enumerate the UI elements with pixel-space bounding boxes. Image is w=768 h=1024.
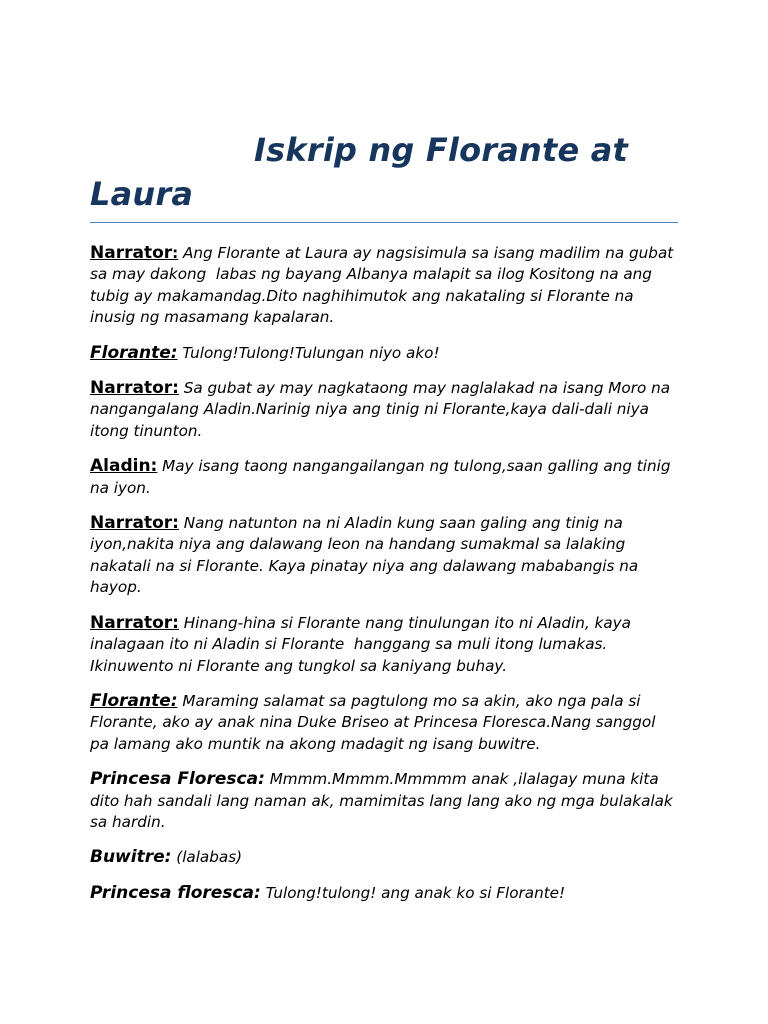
speaker-label: Florante:	[90, 690, 178, 711]
script-paragraph	[90, 883, 678, 904]
dialogue-text: Tulong!tulong! ang anak ko si Florante!	[260, 883, 566, 902]
script-paragraph	[90, 691, 678, 755]
speaker-label: Narrator	[90, 243, 173, 263]
speaker-label: Narrator:	[90, 513, 179, 534]
script-paragraph	[90, 243, 678, 329]
dialogue-text: Maraming salamat sa pagtulong mo sa akin, ako nga pala si Florante, ako ay anak nina Duke Briseo at Princesa Floresca.Nang sanggol pa lamang ako muntik na akong madagit ng isang buwitre.	[90, 691, 661, 753]
script-paragraph	[90, 378, 678, 442]
document-page	[90, 128, 678, 918]
document-title: Iskrip ng Florante at Laura	[90, 128, 678, 223]
dialogue-text: Nang natunton na ni Aladin kung saan galing ang tinig na iyon,nakita niya ang dalawang leon na handang sumakmal sa lalaking nakatali na si Florante. Kaya pinatay niya ang dalawang mababangis na hayop.	[90, 514, 644, 597]
script-paragraph	[90, 513, 678, 599]
script-paragraph	[90, 456, 678, 499]
script-paragraph	[90, 613, 678, 677]
speaker-label: Princesa floresca:	[90, 882, 261, 903]
dialogue-text: Tulong!Tulong!Tulungan niyo ako!	[177, 343, 440, 362]
dialogue-text: Sa gubat ay may nagkataong may naglalakad na isang Moro na nangangalang Aladin.Narinig niya ang tinig ni Florante,kaya dali-dali niya itong tinunton.	[90, 379, 675, 440]
speaker-label: Buwitre:	[90, 847, 172, 868]
speaker-label: Aladin:	[90, 456, 158, 477]
script-paragraph	[90, 343, 678, 364]
dialogue-text: Ang Florante at Laura ay nagsisimula sa isang madilim na gubat sa may dakong labas ng bayang Albanya malapit sa ilog Kositong na ang tubig ay makamandag.Dito naghihimutok ang nakataling si Florante na inusig ng masamang kapalaran.	[90, 244, 679, 327]
speaker-label: Narrator:	[90, 378, 179, 399]
speaker-label: Princesa Floresca:	[90, 769, 265, 790]
dialogue-text: Hinang-hina si Florante nang tinulungan ito ni Aladin, kaya inalagaan ito ni Aladin si Florante hanggang sa muli itong lumakas. Ikinuwento ni Florante ang tungkol sa kaniyang buhay.	[90, 613, 636, 675]
speaker-label: Narrator:	[90, 612, 179, 633]
dialogue-text: (lalabas)	[171, 848, 243, 867]
script-paragraph	[90, 847, 678, 868]
dialogue-text: Mmmm.Mmmm.Mmmmm anak ,ilalagay muna kita dito hah sandali lang naman ak, mamimitas lang lang ako ng mga bulakalak sa hardin.	[90, 770, 678, 831]
speaker-colon: :	[172, 244, 179, 262]
script-paragraph	[90, 769, 678, 833]
speaker-label: Florante:	[90, 342, 178, 363]
script-body	[90, 243, 678, 904]
dialogue-text: May isang taong nangangailangan ng tulong,saan galling ang tinig na iyon.	[90, 457, 676, 497]
